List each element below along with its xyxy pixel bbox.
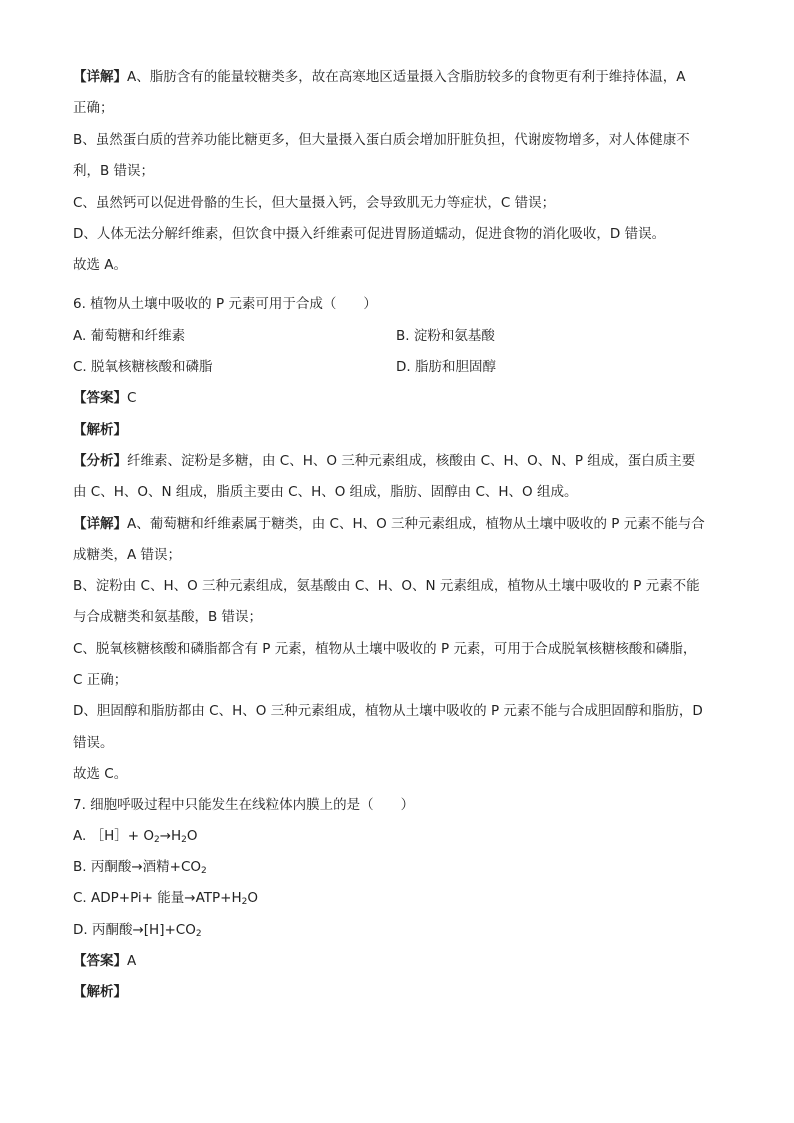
q7-option-d-sub: 2 (195, 929, 202, 939)
q7-answer (73, 951, 136, 971)
q7-stem: 7. 细胞呼吸过程中只能发生在线粒体内膜上的是（ ） (73, 797, 415, 813)
q5-conclusion: 故选 A。 (73, 257, 128, 273)
q6-fenxi-line-2: 由 C、H、O、N 组成，脂质主要由 C、H、O 组成，脂肪、固醇由 C、H、O 组成。 (73, 484, 578, 500)
q6-option-b: B. 淀粉和氨基酸 (396, 328, 495, 344)
q6-detail-line-6: C 正确； (73, 672, 128, 688)
q6-detail-line-3: B、淀粉由 C、H、O 三种元素组成，氨基酸由 C、H、O、N 元素组成，植物从土壤中吸收的 P 元素不能 (73, 578, 700, 594)
q7-option-d (73, 920, 202, 940)
q6-fenxi-text-1: 纤维素、淀粉是多糖，由 C、H、O 三种元素组成，核酸由 C、H、O、N、P 组成，蛋白质主要 (127, 453, 696, 469)
q6-detail-line-2: 成糖类，A 错误； (73, 547, 182, 563)
q7-option-a-post: O (186, 828, 198, 844)
q5-detail-line-2: 正确； (73, 100, 114, 116)
q7-option-c-sub: 2 (241, 897, 248, 907)
q6-option-d: D. 脂肪和胆固醇 (396, 359, 496, 375)
q6-detail-line-4: 与合成糖类和氨基酸，B 错误； (73, 609, 263, 625)
q5-detail-line-5: C、虽然钙可以促进骨骼的生长，但大量摄入钙，会导致肌无力等症状，C 错误； (73, 195, 556, 211)
q7-option-c-pre: C. ADP+Pi+ 能量→ATP+H (73, 890, 242, 906)
q7-option-c (73, 888, 258, 908)
q6-detail-line-8: 错误。 (73, 735, 114, 751)
q6-answer-value: C (127, 390, 137, 406)
q7-option-b-pre: B. 丙酮酸→酒精+CO (73, 859, 202, 875)
q7-option-a-sub1: 2 (153, 835, 160, 845)
q6-detail-line-1 (73, 514, 705, 534)
detail-tag: 【详解】 (73, 69, 127, 85)
q7-option-a-sub2: 2 (181, 835, 187, 845)
q7-option-d-pre: D. 丙酮酸→[H]+CO (73, 922, 196, 938)
q6-detail-line-7: D、胆固醇和脂肪都由 C、H、O 三种元素组成，植物从土壤中吸收的 P 元素不能与合成胆固醇和脂肪，D (73, 703, 703, 719)
q6-option-c: C. 脱氧核糖核酸和磷脂 (73, 359, 213, 375)
answer-tag: 【答案】 (73, 390, 127, 406)
q6-answer (73, 388, 136, 408)
q5-detail-text-1: A、脂肪含有的能量较糖类多，故在高寒地区适量摄入含脂肪较多的食物更有利于维持体温，A (127, 69, 686, 85)
q7-option-b (73, 857, 207, 877)
q6-detail-text-1: A、葡萄糖和纤维素属于糖类，由 C、H、O 三种元素组成，植物从土壤中吸收的 P 元素不能与合 (127, 516, 705, 532)
q7-option-c-post: O (247, 890, 259, 906)
q7-analysis-heading: 【解析】 (73, 984, 127, 1000)
q7-option-b-sub: 2 (201, 866, 207, 876)
q7-option-a (73, 826, 198, 846)
q6-fenxi-line-1 (73, 451, 695, 471)
fenxi-tag: 【分析】 (73, 453, 127, 469)
q7-answer-value: A (127, 953, 137, 969)
q7-option-a-mid: →H (159, 828, 182, 844)
q6-analysis-heading: 【解析】 (73, 422, 127, 438)
q5-detail-line-6: D、人体无法分解纤维素，但饮食中摄入纤维素可促进胃肠道蠕动，促进食物的消化吸收，D 错误。 (73, 226, 666, 242)
q6-stem: 6. 植物从土壤中吸收的 P 元素可用于合成（ ） (73, 296, 377, 312)
q7-option-a-pre: A. ［H］+ O (73, 828, 154, 844)
q6-option-a: A. 葡萄糖和纤维素 (73, 328, 186, 344)
answer-tag: 【答案】 (73, 953, 127, 969)
detail-tag: 【详解】 (73, 516, 127, 532)
q5-detail-line-1 (73, 67, 685, 87)
q6-conclusion: 故选 C。 (73, 766, 128, 782)
q5-detail-line-4: 利，B 错误； (73, 163, 155, 179)
q5-detail-line-3: B、虽然蛋白质的营养功能比糖更多，但大量摄入蛋白质会增加肝脏负担，代谢废物增多，对人体健康不 (73, 132, 690, 148)
q6-detail-line-5: C、脱氧核糖核酸和磷脂都含有 P 元素，植物从土壤中吸收的 P 元素，可用于合成脱氧核糖核酸和磷脂， (73, 641, 697, 657)
